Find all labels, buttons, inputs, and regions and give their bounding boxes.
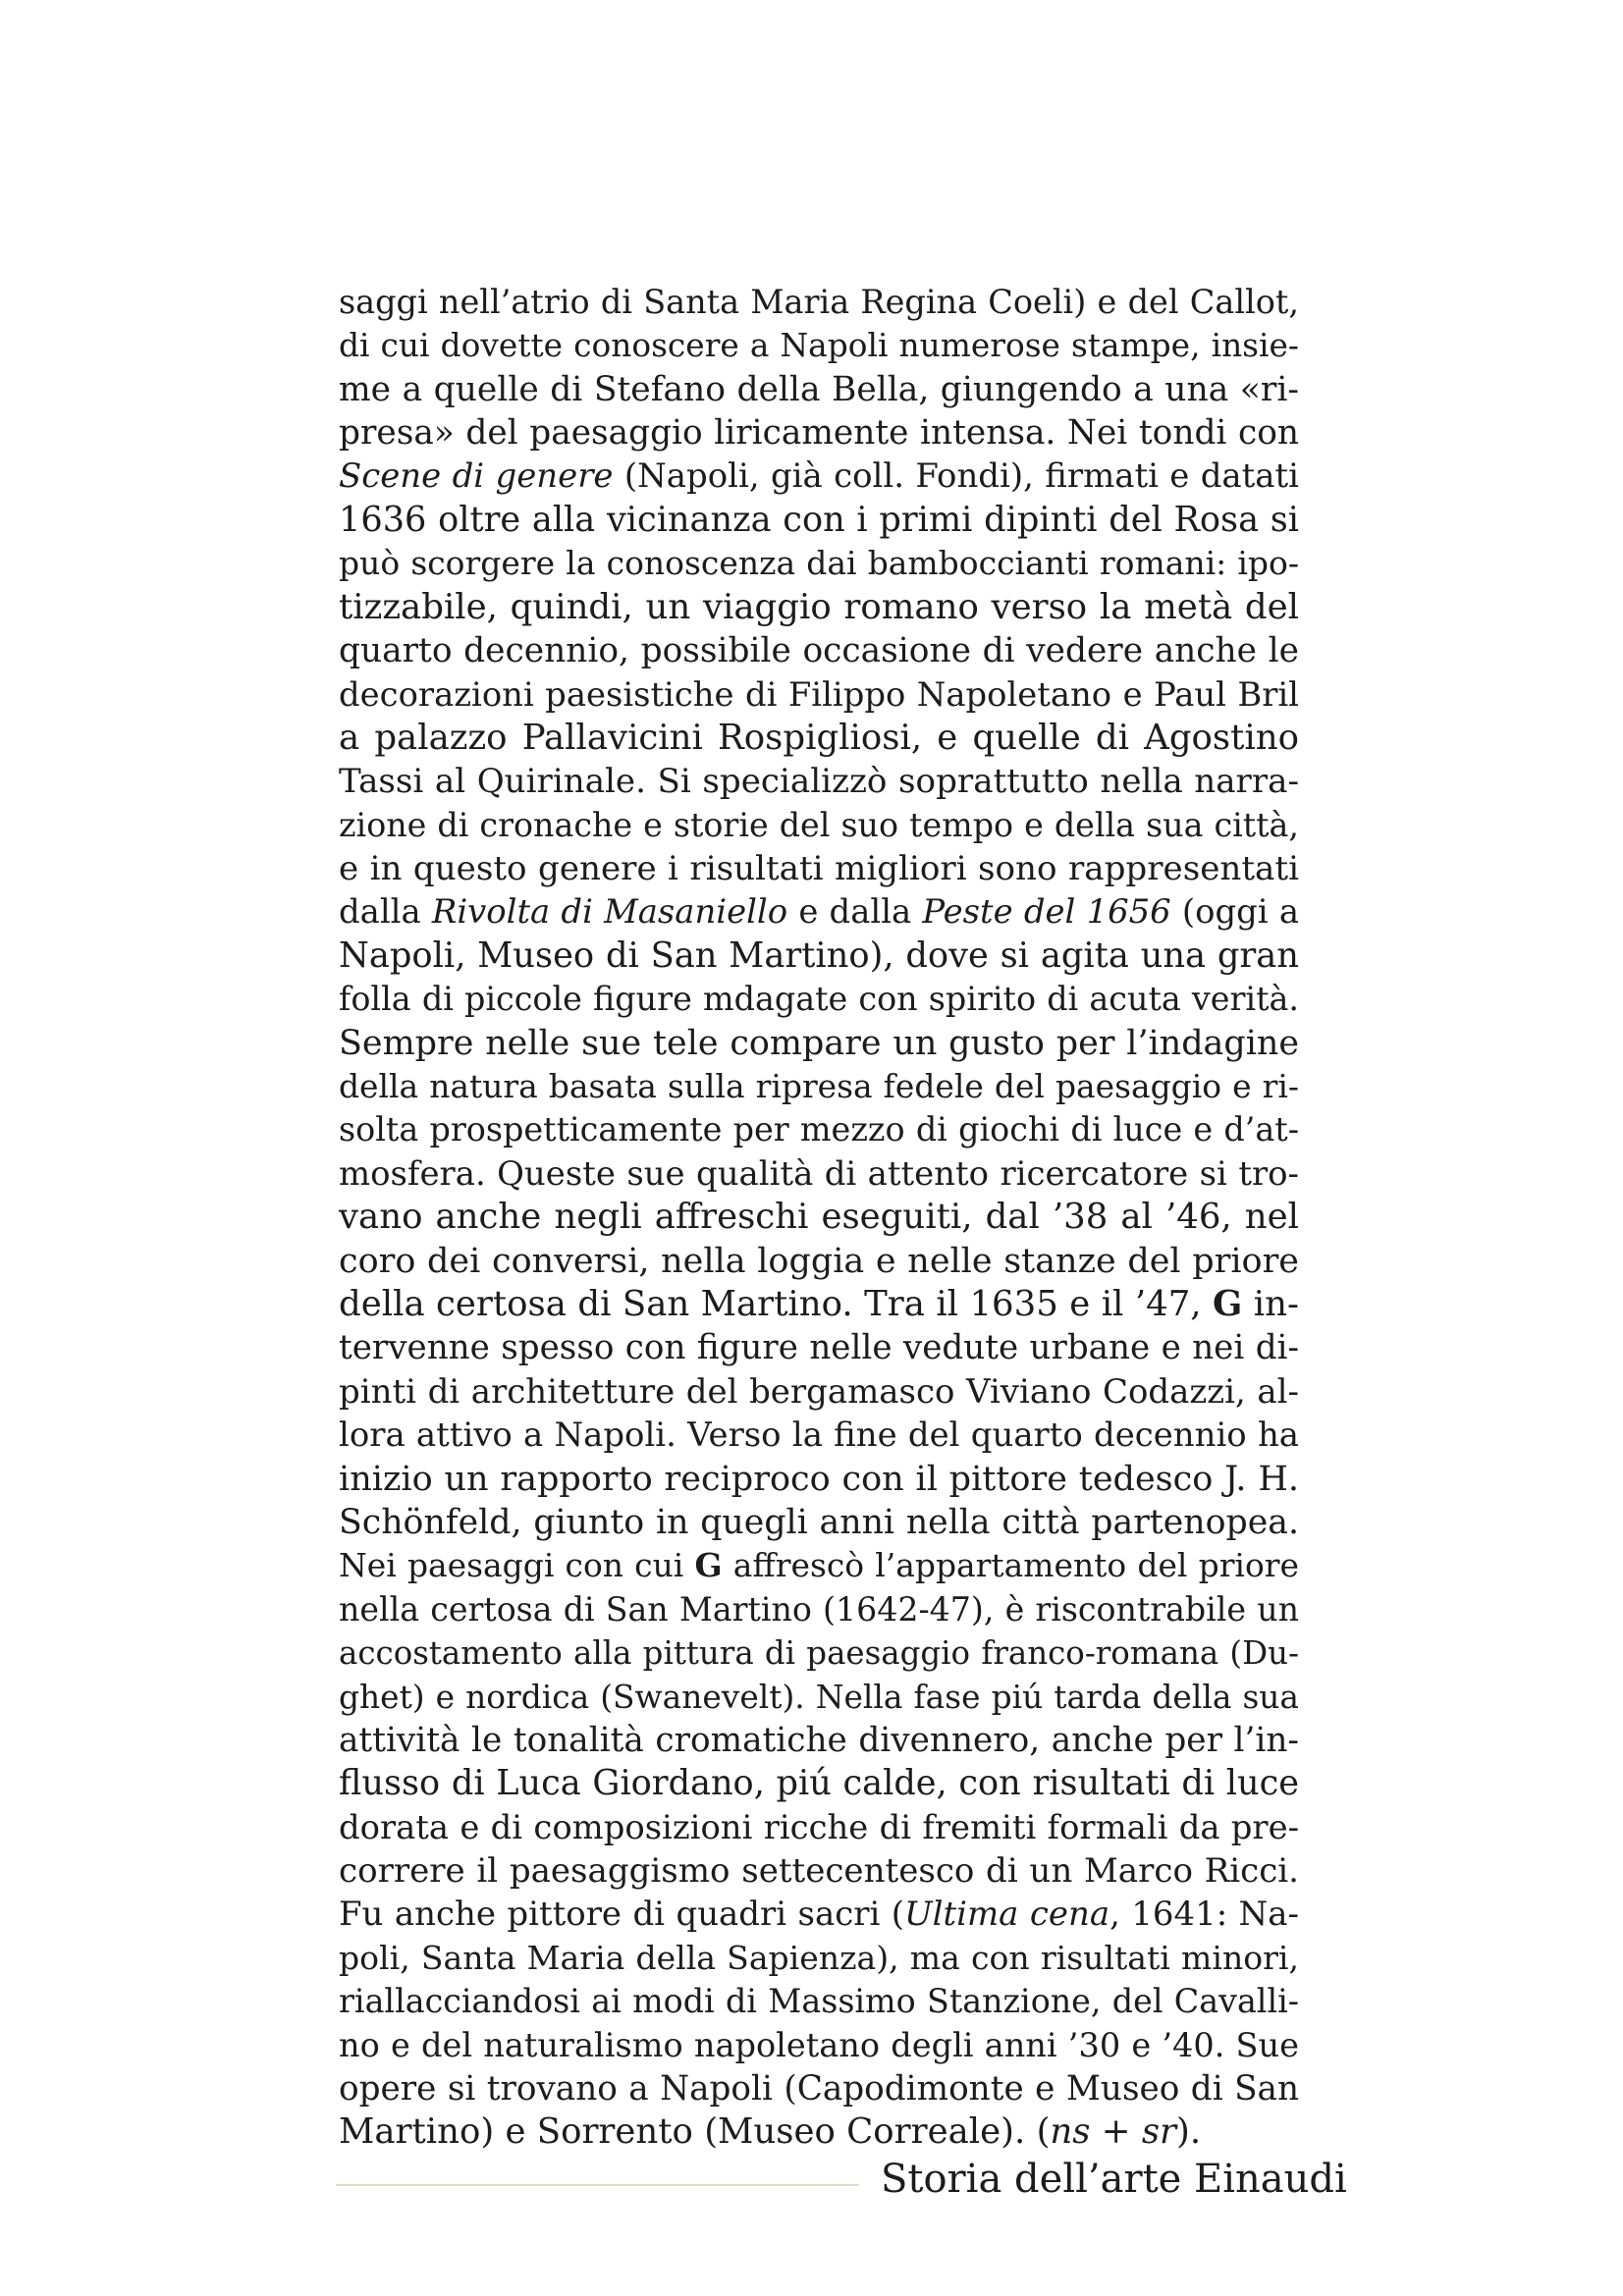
text-line — [339, 1806, 1299, 1849]
text-line — [339, 542, 1299, 585]
footer-rule — [336, 2184, 859, 2186]
text-run: G — [1213, 1283, 1243, 1324]
text-run: di cui dovette conoscere a Napoli numerose stampe, insie- — [339, 327, 1299, 365]
text-line — [339, 1719, 1299, 1762]
text-line — [339, 804, 1299, 847]
text-run: me a quelle di Stefano della Bella, giungendo a una «ri- — [339, 369, 1299, 409]
text-run: Ultima cena — [904, 1895, 1110, 1935]
text-line — [339, 324, 1299, 367]
text-line — [339, 2067, 1299, 2110]
text-line — [339, 1676, 1299, 1719]
text-run: può scorgere la conoscenza dai bamboccianti romani: ipo- — [339, 544, 1299, 583]
text-run: poli, Santa Maria della Sapienza), ma con risultati minori, — [339, 1938, 1299, 1977]
text-run: e dalla — [787, 892, 923, 932]
text-line — [339, 1849, 1299, 1893]
text-line — [339, 847, 1299, 890]
text-run: Nei paesaggi con cui — [339, 1546, 695, 1585]
body-text — [339, 281, 1299, 2155]
text-run: ghet) e nordica (Swanevelt). Nella fase piú tarda della sua — [339, 1678, 1299, 1716]
text-run: Martino) e Sorrento (Museo Correale). ( — [339, 2111, 1051, 2153]
text-line — [339, 1980, 1299, 2023]
text-run: presa» del paesaggio liricamente intensa. Nei tondi con — [339, 413, 1299, 454]
text-run: nella certosa di San Martino (1642-47), è riscontrabile un — [339, 1589, 1299, 1629]
text-line — [339, 717, 1299, 760]
text-run: dorata e di composizioni ricche di fremiti formali da pre- — [339, 1807, 1299, 1846]
text-run: tervenne spesso con figure nelle vedute urbane e nei di- — [339, 1328, 1299, 1368]
text-run: accostamento alla pittura di paesaggio franco-romana (Du- — [339, 1634, 1299, 1673]
text-line — [339, 411, 1299, 454]
text-run: Scene di genere — [339, 456, 614, 496]
text-line — [339, 978, 1299, 1021]
text-line — [339, 890, 1299, 934]
text-run: G — [694, 1546, 723, 1585]
text-line — [339, 1893, 1299, 1936]
text-run: mosfera. Queste sue qualità di attento ricercatore si tro- — [339, 1153, 1299, 1193]
text-line — [339, 1631, 1299, 1675]
text-line — [339, 1458, 1299, 1501]
text-run: 1636 oltre alla vicinanza con i primi dipinti del Rosa si — [339, 499, 1299, 540]
text-run: correre il paesaggismo settecentesco di un Marco Ricci. — [339, 1851, 1299, 1892]
text-run: Rivolta di Masaniello — [431, 892, 788, 932]
text-run: affrescò l’appartamento del priore — [722, 1546, 1299, 1585]
text-line — [339, 1022, 1299, 1065]
text-line — [339, 455, 1299, 499]
text-run: flusso di Luca Giordano, piú calde, con risultati di luce — [339, 1763, 1299, 1804]
text-line — [339, 1283, 1299, 1326]
text-line — [339, 1065, 1299, 1108]
text-line — [339, 499, 1299, 542]
text-run: vano anche negli affreschi eseguiti, dal ’38 al ’46, nel — [339, 1197, 1299, 1238]
text-run: ). — [1176, 2111, 1202, 2153]
text-line — [339, 368, 1299, 411]
text-run: Tassi al Quirinale. Si specializzò soprattutto nella narra- — [339, 762, 1299, 802]
text-run: lora attivo a Napoli. Verso la fine del quarto decennio ha — [339, 1415, 1299, 1455]
text-run: a palazzo Pallavicini Rospigliosi, e quelle di Agostino — [339, 717, 1299, 758]
text-run: ns + sr — [1050, 2111, 1177, 2153]
text-run: tizzabile, quindi, un viaggio romano verso la metà del — [339, 586, 1299, 627]
text-run: dalla — [339, 892, 432, 932]
text-run: Schönfeld, giunto in quegli anni nella città partenopea. — [339, 1502, 1299, 1542]
text-run: decorazioni paesistiche di Filippo Napoletano e Paul Bril — [339, 674, 1299, 714]
text-line — [339, 1196, 1299, 1239]
text-run: zione di cronache e storie del suo tempo e della sua città, — [339, 805, 1299, 844]
text-run: coro dei conversi, nella loggia e nelle stanze del priore — [339, 1241, 1299, 1281]
text-line — [339, 1937, 1299, 1980]
text-line — [339, 1762, 1299, 1805]
text-run: no e del naturalismo napoletano degli anni ’30 e ’40. Sue — [339, 2025, 1299, 2064]
footer-title: Storia dell’arte Einaudi — [881, 2157, 1347, 2202]
text-run: Peste del 1656 — [922, 892, 1171, 932]
text-line — [339, 1108, 1299, 1151]
text-run: della natura basata sulla ripresa fedele del paesaggio e ri- — [339, 1067, 1299, 1106]
text-run: e in questo genere i risultati migliori sono rappresentati — [339, 849, 1299, 889]
text-line — [339, 1588, 1299, 1631]
text-run: saggi nell’atrio di Santa Maria Regina Coeli) e del Callot, — [339, 283, 1299, 321]
text-run: riallacciandosi ai modi di Massimo Stanzione, del Cavalli- — [339, 1982, 1299, 2021]
text-run: opere si trovano a Napoli (Capodimonte e Museo di San — [339, 2069, 1299, 2109]
text-line — [339, 1544, 1299, 1587]
text-run: , 1641: Na- — [1109, 1895, 1299, 1935]
text-run: quarto decennio, possibile occasione di vedere anche le — [339, 631, 1299, 671]
text-run: inizio un rapporto reciproco con il pittore tedesco J. H. — [339, 1458, 1299, 1499]
text-run: in- — [1242, 1283, 1299, 1324]
text-line — [339, 586, 1299, 629]
text-line — [339, 673, 1299, 717]
text-run: Fu anche pittore di quadri sacri ( — [339, 1895, 904, 1935]
text-line — [339, 2110, 1299, 2154]
text-line — [339, 629, 1299, 672]
text-run: pinti di architetture del bergamasco Viviano Codazzi, al- — [339, 1371, 1299, 1412]
text-run: (oggi a — [1170, 892, 1299, 932]
text-line — [339, 1240, 1299, 1283]
text-line — [339, 1370, 1299, 1414]
text-run: Napoli, Museo di San Martino), dove si agita una gran — [339, 934, 1299, 976]
text-line — [339, 1326, 1299, 1369]
text-line — [339, 1152, 1299, 1196]
text-line — [339, 1501, 1299, 1544]
text-run: della certosa di San Martino. Tra il 1635 e il ’47, — [339, 1283, 1214, 1324]
text-run: attività le tonalità cromatiche divennero, anche per l’in- — [339, 1720, 1299, 1760]
text-run: folla di piccole figure mdagate con spirito di acuta verità. — [339, 980, 1299, 1019]
text-run: Sempre nelle sue tele compare un gusto per l’indagine — [339, 1023, 1299, 1063]
text-line — [339, 2024, 1299, 2067]
text-line — [339, 1414, 1299, 1457]
text-run: (Napoli, già coll. Fondi), firmati e datati — [613, 456, 1299, 496]
text-line — [339, 281, 1299, 324]
text-run: solta prospetticamente per mezzo di giochi di luce e d’at- — [339, 1110, 1299, 1149]
text-line — [339, 760, 1299, 803]
text-line — [339, 934, 1299, 978]
